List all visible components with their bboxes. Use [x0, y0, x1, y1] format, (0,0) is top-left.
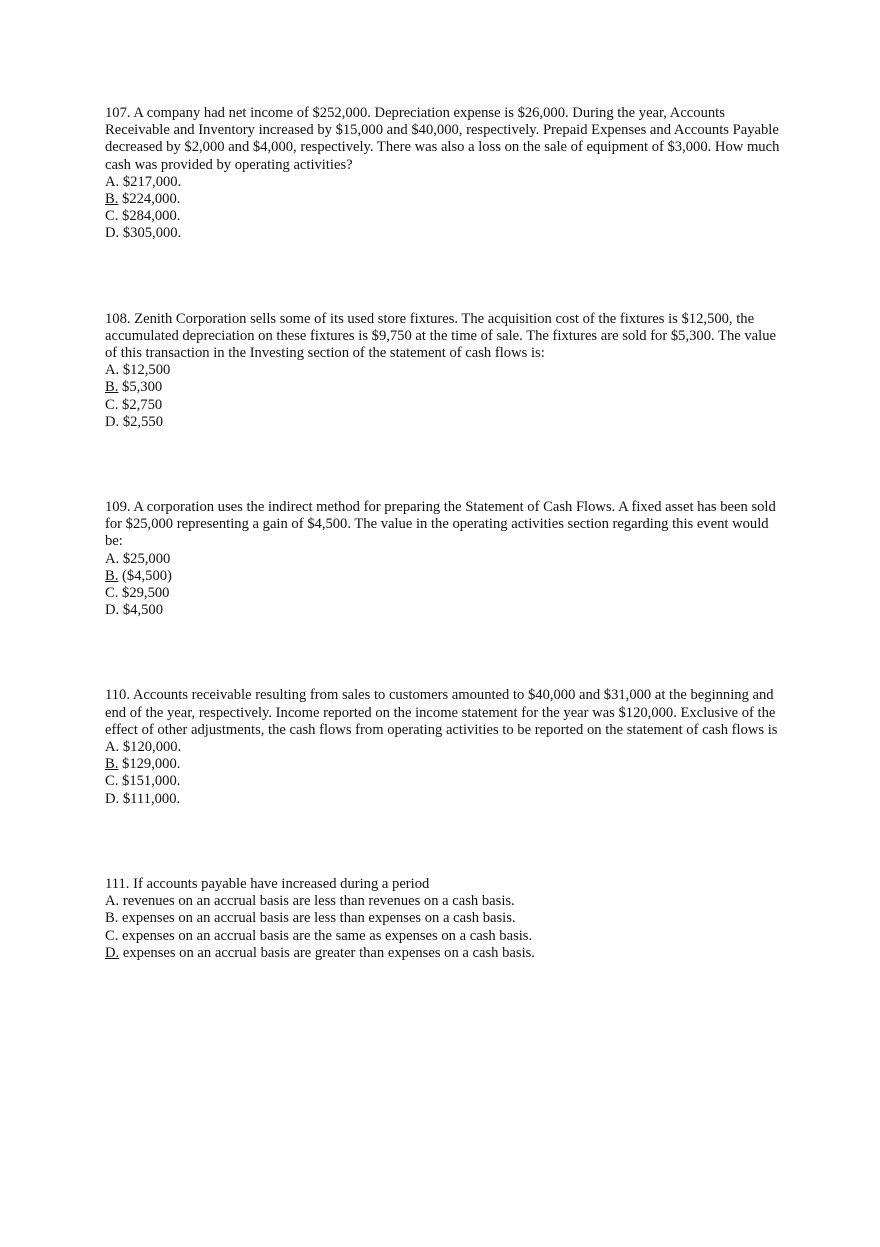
option-letter: A.: [105, 173, 120, 190]
option-letter: C.: [105, 585, 119, 602]
option-text: $25,000: [119, 550, 171, 567]
option-text: expenses on an accrual basis are the same as expenses on a cash basis.: [118, 927, 533, 944]
option-letter-correct: B.: [105, 191, 119, 208]
option-text: $2,550: [119, 413, 163, 430]
option-text: ($4,500): [118, 567, 172, 584]
option-text: $12,500: [119, 362, 171, 379]
option-letter: A.: [105, 739, 120, 756]
option-text: $305,000.: [119, 225, 182, 242]
question-stem: 107. A company had net income of $252,000. Depreciation expense is $26,000. During the year, Accounts Receivable and Inventory increased by $15,000 and $40,000, respectively. Prepaid Expenses and Accounts Payable decreased by $2,000 and $4,000, respectively. There was also a loss on the sale of equipment of $3,000. How much cash was provided by operating activities?: [105, 105, 780, 173]
option-text: $217,000.: [119, 173, 182, 190]
option-text: expenses on an accrual basis are greater than expenses on a cash basis.: [119, 944, 535, 961]
option-letter: A.: [105, 550, 120, 567]
option-text: revenues on an accrual basis are less than revenues on a cash basis.: [119, 893, 515, 910]
answer-option: [105, 791, 785, 808]
option-letter: C.: [105, 208, 119, 225]
option-text: $120,000.: [119, 739, 182, 756]
option-text: $151,000.: [118, 773, 181, 790]
question-stem: 109. A corporation uses the indirect method for preparing the Statement of Cash Flows. A fixed asset has been sold for $25,000 representing a gain of $4,500. The value in the operating activities section regarding this event would be:: [105, 499, 776, 550]
question-stem: 108. Zenith Corporation sells some of its used store fixtures. The acquisition cost of the fixtures is $12,500, the accumulated depreciation on these fixtures is $9,750 at the time of sale. The fixtures are sold for $5,300. The value of this transaction in the Investing section of the statement of cash flows is:: [105, 310, 776, 362]
answer-option: [105, 568, 785, 585]
option-text: $129,000.: [118, 756, 181, 773]
option-text: $5,300: [118, 379, 163, 396]
answer-option: [105, 585, 785, 602]
option-text: $2,750: [118, 396, 163, 413]
answer-option: [105, 739, 785, 756]
question-109: [105, 499, 785, 619]
answer-option: [105, 602, 785, 619]
answer-option: [105, 928, 785, 945]
option-letter: D.: [105, 413, 120, 430]
option-letter: A.: [105, 893, 120, 910]
answer-option: [105, 773, 785, 790]
question-stem: 111. If accounts payable have increased during a period: [105, 875, 430, 892]
answer-option: [105, 945, 785, 962]
document-page: [105, 105, 785, 962]
answer-option: [105, 191, 785, 208]
option-text: $284,000.: [118, 208, 181, 225]
answer-option: [105, 225, 785, 242]
option-text: $29,500: [118, 585, 170, 602]
option-letter-correct: B.: [105, 756, 119, 773]
option-letter: C.: [105, 396, 119, 413]
answer-option: [105, 174, 785, 191]
answer-option: [105, 397, 785, 414]
option-letter-correct: B.: [105, 567, 119, 584]
option-letter-correct: B.: [105, 379, 119, 396]
answer-option: [105, 893, 785, 910]
answer-option: [105, 362, 785, 379]
option-letter: D.: [105, 790, 120, 807]
question-107: [105, 105, 785, 243]
option-letter: B.: [105, 910, 119, 927]
question-110: [105, 687, 785, 807]
answer-option: [105, 208, 785, 225]
option-text: $111,000.: [119, 790, 181, 807]
option-text: $224,000.: [118, 191, 181, 208]
option-letter-correct: D.: [105, 944, 120, 961]
answer-option: [105, 379, 785, 396]
answer-option: [105, 551, 785, 568]
option-letter: D.: [105, 602, 120, 619]
question-stem: 110. Accounts receivable resulting from sales to customers amounted to $40,000 and $31,000 at the beginning and end of the year, respectively. Income reported on the income statement for the year was $120,000. Exclusive of the effect of other adjustments, the cash flows from operating activities to be reported on the statement of cash flows is: [105, 687, 778, 738]
question-108: [105, 311, 785, 431]
option-letter: A.: [105, 362, 120, 379]
answer-option: [105, 756, 785, 773]
option-letter: D.: [105, 225, 120, 242]
option-letter: C.: [105, 773, 119, 790]
option-letter: C.: [105, 927, 119, 944]
option-text: $4,500: [119, 602, 163, 619]
option-text: expenses on an accrual basis are less than expenses on a cash basis.: [118, 910, 516, 927]
answer-option: [105, 414, 785, 431]
answer-option: [105, 910, 785, 927]
question-111: [105, 876, 785, 962]
